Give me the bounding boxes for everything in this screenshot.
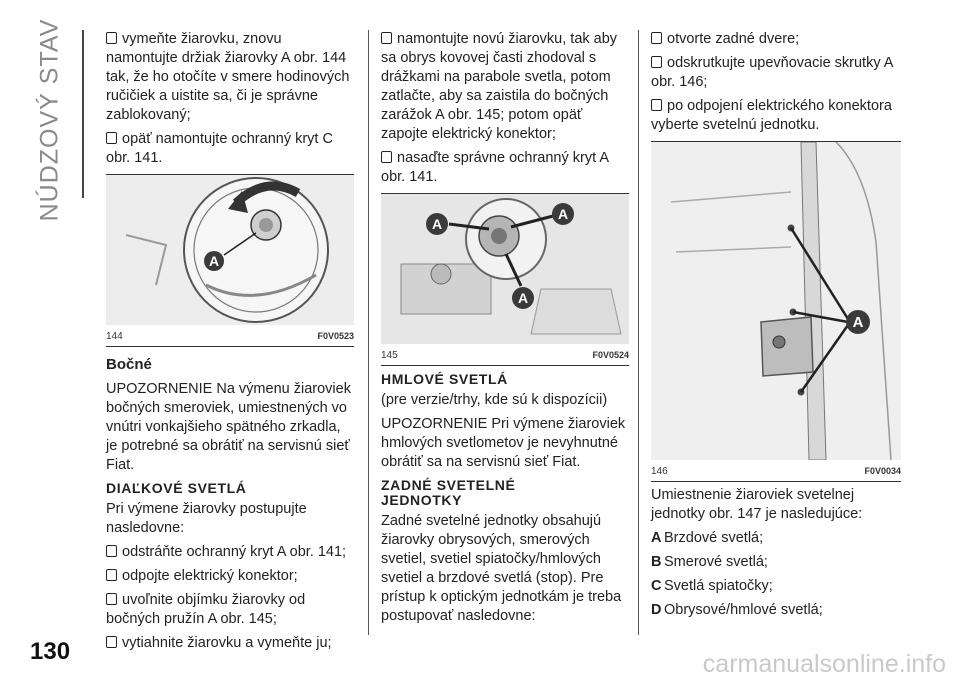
checkbox-icon <box>106 132 117 144</box>
column-3 <box>651 30 901 625</box>
section-heading: HMLOVÉ SVETLÁ <box>381 371 508 387</box>
paragraph: Zadné svetelné jednotky obsahujú žiarovky obrysových, smerových svetiel, svetiel spiatočky/hmlových svetiel a brzdové svetlá (stop). Pre prístup k optickým jednotkám je treba postupovať nasledovne: <box>381 513 622 624</box>
step: otvorte zadné dvere; <box>651 30 901 49</box>
side-rule <box>82 30 84 198</box>
subtitle: Bočné <box>106 356 152 373</box>
step: opäť namontujte ochranný kryt C obr. 141. <box>106 131 333 166</box>
step: nasaďte správne ochranný kryt A obr. 141. <box>381 150 609 185</box>
list-item: B Smerové svetlá; <box>651 554 768 570</box>
figure-caption: 146 F0V0034 <box>651 466 901 477</box>
section-heading: DIAĽKOVÉ SVETLÁ <box>106 480 247 496</box>
checkbox-icon <box>651 56 662 68</box>
section-heading: ZADNÉ SVETELNÉ JEDNOTKY <box>381 477 516 508</box>
checkbox-icon <box>106 545 117 557</box>
fog-lamp-illustration <box>381 194 629 344</box>
section-note: (pre verzie/trhy, kde sú k dispozícii) <box>381 392 608 408</box>
list-item: A Brzdové svetlá; <box>651 530 764 546</box>
callout-label: A <box>208 253 220 269</box>
warning: UPOZORNENIE Pri výmene žiaroviek hmlových svetlometov je nevyhnutné obrátiť sa na servisnú sieť Fiat. <box>381 416 626 470</box>
step: odskrutkujte upevňovacie skrutky A obr. 146; <box>651 55 893 90</box>
page-number: 130 <box>30 638 71 665</box>
step: odpojte elektrický konektor; <box>106 567 354 586</box>
checkbox-icon <box>381 151 392 163</box>
column-2 <box>381 30 629 631</box>
list-item: C Svetlá spiatočky; <box>651 578 773 594</box>
figure-caption: 145 F0V0524 <box>381 350 629 361</box>
figure-145 <box>381 193 629 366</box>
list-item: D Obrysové/hmlové svetlá; <box>651 602 823 618</box>
watermark: carmanualsonline.info <box>702 650 946 678</box>
checkbox-icon <box>651 99 662 111</box>
callout-label: A <box>557 206 569 222</box>
step: po odpojení elektrického konektora vyberte svetelnú jednotku. <box>651 98 892 133</box>
checkbox-icon <box>106 593 117 605</box>
callout-label: A <box>431 216 443 232</box>
step: vytiahnite žiarovku a vymeňte ju; <box>106 634 354 653</box>
checkbox-icon <box>106 32 117 44</box>
column-divider <box>368 30 369 635</box>
checkbox-icon <box>106 636 117 648</box>
figure-146 <box>651 141 901 482</box>
step: odstráňte ochranný kryt A obr. 141; <box>106 543 354 562</box>
checkbox-icon <box>651 32 662 44</box>
headlamp-bulb-illustration <box>106 175 354 325</box>
warning: UPOZORNENIE Na výmenu žiaroviek bočných smeroviek, umiestnených vo vnútri vonkajšieho spätného zrkadla, je potrebné sa obrátiť na servisnú sieť Fiat. <box>106 381 351 473</box>
column-divider <box>638 30 639 635</box>
step: vymeňte žiarovku, znovu namontujte držiak žiarovky A obr. 144 tak, že ho otočíte v smere hodinových ručičiek a uistite sa, či je správne zablokovaný; <box>106 31 350 123</box>
intro: Pri výmene žiarovky postupujte nasledovne: <box>106 501 307 536</box>
step: namontujte novú žiarovku, tak aby sa obrys kovovej časti zhodoval s drážkami na parabole svetla, potom zatlačte, aby sa zaistila do bočných zarážok A obr. 145; potom opäť zapojte elektrický konektor; <box>381 31 618 142</box>
checkbox-icon <box>381 32 392 44</box>
paragraph: Umiestnenie žiaroviek svetelnej jednotky obr. 147 je nasledujúce: <box>651 487 863 522</box>
figure-caption: 144 F0V0523 <box>106 331 354 342</box>
callout-label: A <box>517 290 529 306</box>
checkbox-icon <box>106 569 117 581</box>
side-section-title: NÚDZOVÝ STAV <box>35 18 64 222</box>
callout-label: A <box>852 314 864 331</box>
column-1 <box>106 30 354 658</box>
rear-light-illustration <box>651 142 901 460</box>
step: uvoľnite objímku žiarovky od bočných pružín A obr. 145; <box>106 592 306 627</box>
figure-144 <box>106 174 354 347</box>
